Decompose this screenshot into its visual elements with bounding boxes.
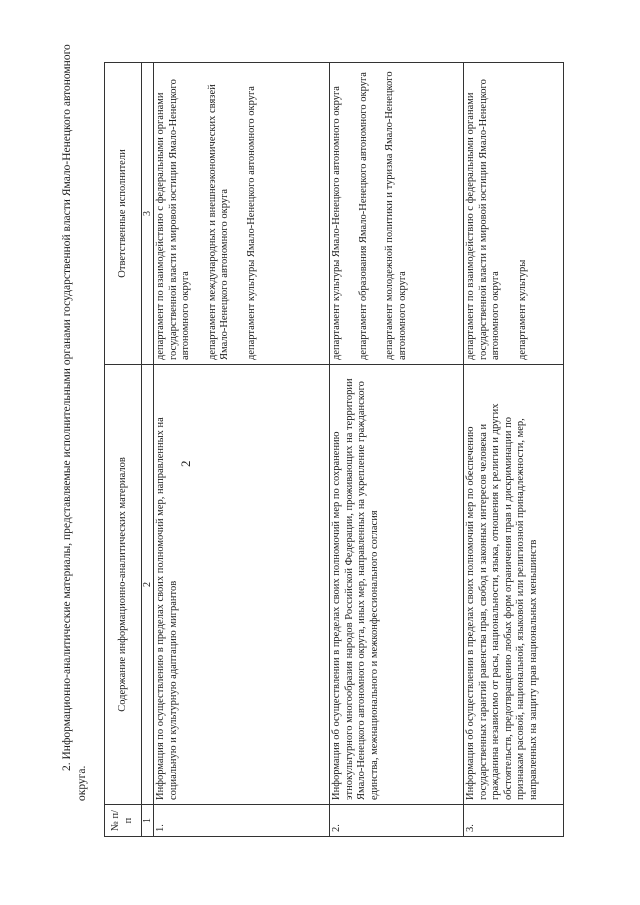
materials-table bbox=[104, 62, 564, 837]
header-content: Содержание информационно-аналитических материалов bbox=[105, 365, 142, 805]
executor: департамент образования Ямало-Ненецкого автономного округа bbox=[357, 72, 369, 360]
column-number: 3 bbox=[142, 63, 154, 365]
row-content: Информация об осуществлении в пределах своих полномочий мер по обеспечению государственных гарантий равенства прав, свобод и законных интересов человека и гражданина независимо от расы, национальности, языка, отношения к религии и других обстоятельств, предотвращению любых форм ограничения прав и дискриминации по признакам расовой, национальной, языковой или религиозной принадлежности, мер, направленных на защиту прав национальных меньшинств bbox=[464, 365, 564, 805]
executor: департамент молодежной политики и туризма Ямало-Ненецкого автономного округа bbox=[384, 71, 408, 360]
table-header-row bbox=[105, 63, 142, 837]
row-number: 2. bbox=[330, 805, 464, 837]
row-executors bbox=[464, 63, 564, 365]
table-row bbox=[154, 63, 330, 837]
column-number-row bbox=[142, 63, 154, 837]
page-number: 2 bbox=[178, 460, 193, 467]
table-row bbox=[330, 63, 464, 837]
row-content: Информация об осуществлении в пределах своих полномочий мер по сохранению этнокультурного многообразия народов Российской Федерации, проживающих на территории Ямало-Ненецкого автономного округа, иных мер, направленных на укрепление гражданского единства, межнационального и межконфессионального согласия bbox=[330, 365, 464, 805]
column-number: 1 bbox=[142, 805, 154, 837]
row-content: Информация по осуществлению в пределах своих полномочий мер, направленных на социальную и культурную адаптацию мигрантов bbox=[154, 365, 330, 805]
table-row bbox=[464, 63, 564, 837]
row-number: 1. bbox=[154, 805, 330, 837]
section-heading: 2. Информационно-аналитические материалы, представляемые исполнительными органами государственной власти Ямало-Ненецкого автономного округа. bbox=[61, 44, 88, 801]
header-executors: Ответственные исполнители bbox=[105, 63, 142, 365]
row-number: 3. bbox=[464, 805, 564, 837]
header-number: № п/п bbox=[105, 805, 142, 837]
executor: департамент культуры bbox=[516, 259, 528, 360]
row-executors bbox=[330, 63, 464, 365]
executor: департамент по взаимодействию с федеральными органами государственной власти и мировой юстиции Ямало-Ненецкого автономного округа bbox=[465, 79, 502, 360]
executor: департамент по взаимодействию с федеральными органами государственной власти и мировой юстиции Ямало-Ненецкого автономного округа bbox=[155, 79, 192, 360]
column-number: 2 bbox=[142, 365, 154, 805]
executor: департамент культуры Ямало-Ненецкого автономного округа bbox=[245, 86, 257, 360]
executor: департамент культуры Ямало-Ненецкого автономного округа bbox=[331, 86, 342, 360]
executor: департамент международных и внешнеэкономических связей Ямало-Ненецкого автономного округа bbox=[206, 84, 231, 360]
row-executors bbox=[154, 63, 330, 365]
